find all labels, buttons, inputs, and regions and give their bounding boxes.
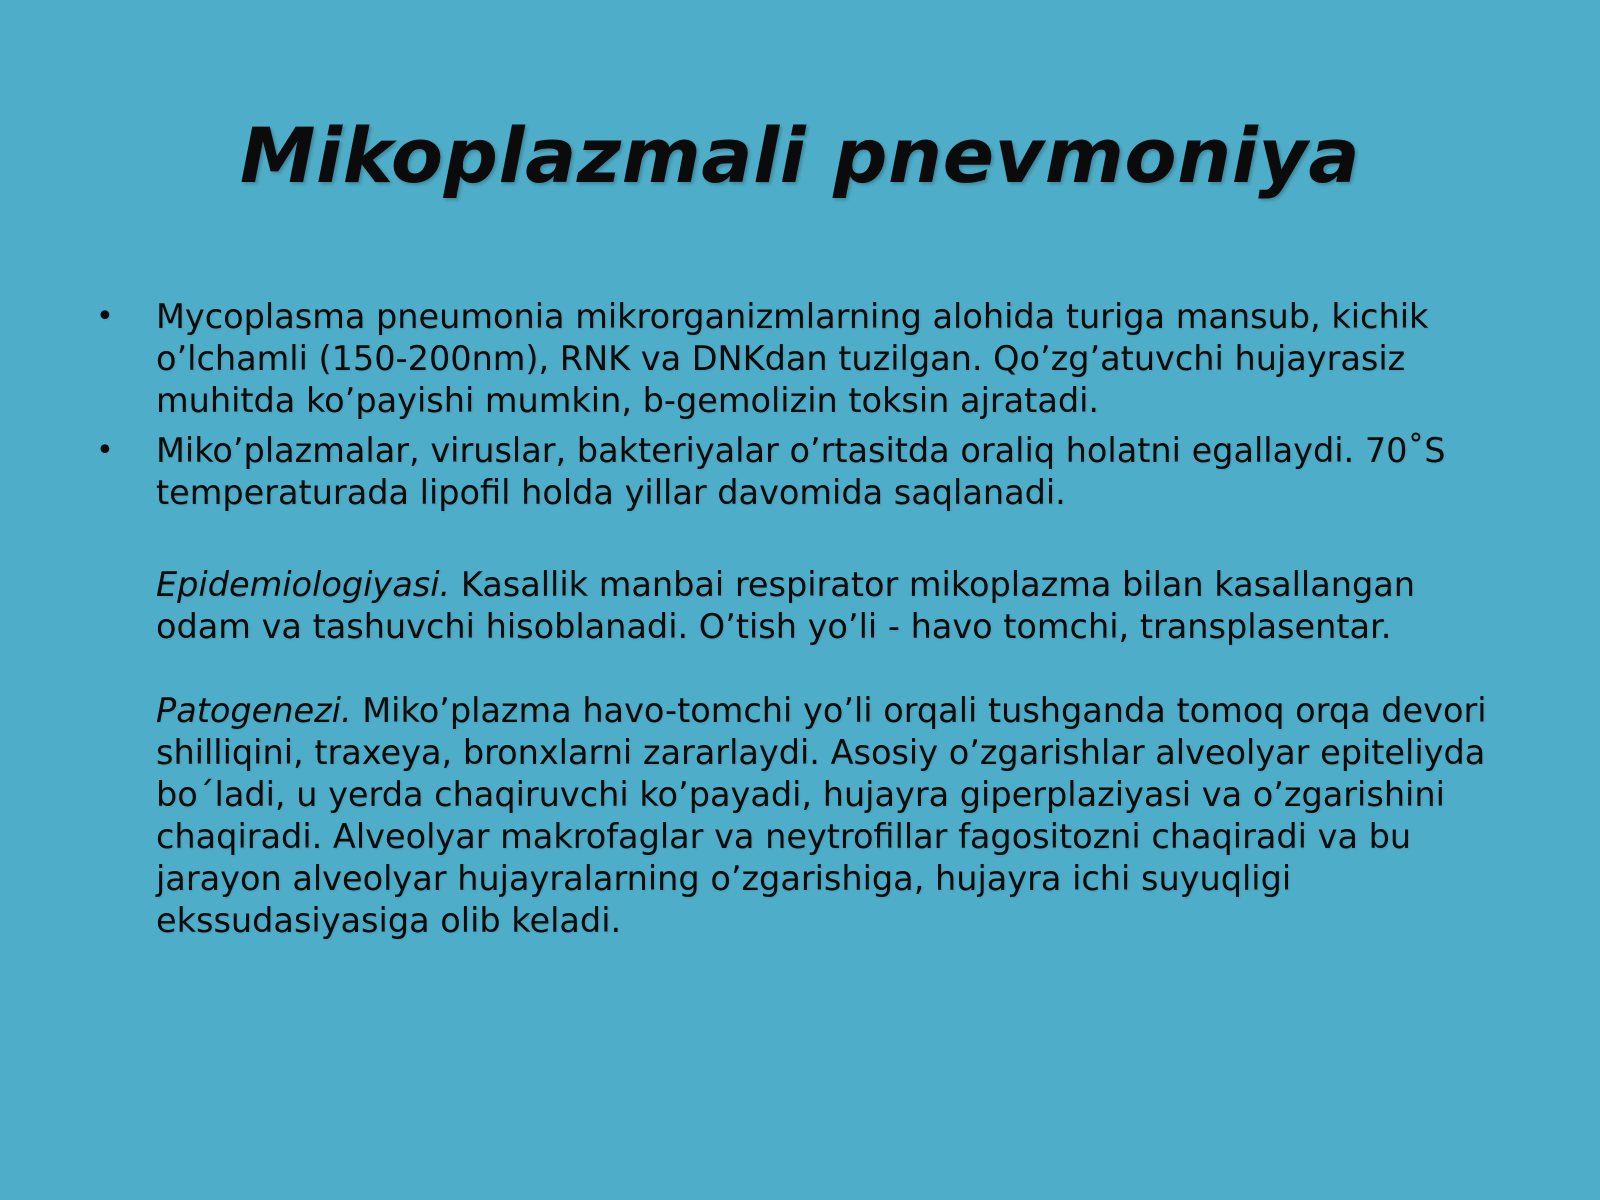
spacer xyxy=(90,522,1510,564)
slide-title: Mikoplazmali pnevmoniya xyxy=(239,111,1361,200)
bullet-marker: • xyxy=(96,299,114,334)
pathogenesis-heading: Patogenezi. xyxy=(156,691,352,730)
bullet-text: Miko’plazmalar, viruslar, bakteriyalar o’rtasitda oraliq holatni egallaydi. 70˚S temperaturada lipofil holda yillar davomida saqlanadi. xyxy=(156,431,1446,512)
epidemiology-text: Kasallik manbai respirator mikoplazma bilan kasallangan odam va tashuvchi hisoblanadi. O’tish yo’li - havo tomchi, transplasentar. xyxy=(156,565,1416,646)
spacer xyxy=(90,648,1510,690)
bullet-item-2 xyxy=(90,430,1510,514)
pathogenesis-text: Miko’plazma havo-tomchi yo’li orqali tushganda tomoq orqa devori shilliqini, traxeya, bronxlarni zararlaydi. Asosiy o’zgarishlar alveolyar epiteliyda bo´ladi, u yerda chaqiruvchi ko’payadi, hujayra giperplaziyasi va o’zgarishini chaqiradi. Alveolyar makrofaglar va neytrofillar fagositozni chaqiradi va bu jarayon alveolyar hujayralarning o’zgarishiga, hujayra ichi suyuqligi ekssudasiyasiga olib keladi. xyxy=(156,691,1487,940)
pathogenesis-paragraph xyxy=(90,690,1510,942)
bullet-text: Mycoplasma pneumonia mikrorganizmlarning alohida turiga mansub, kichik o’lchamli (150-200nm), RNK va DNKdan tuzilgan. Qo’zg’atuvchi hujayrasiz muhitda ko’payishi mumkin, b-gemolizin toksin ajratadi. xyxy=(156,297,1429,420)
bullet-item-1 xyxy=(90,296,1510,422)
slide-body xyxy=(90,296,1510,942)
bullet-marker: • xyxy=(96,433,114,468)
epidemiology-heading: Epidemiologiyasi. xyxy=(156,565,451,604)
epidemiology-paragraph xyxy=(90,564,1510,648)
